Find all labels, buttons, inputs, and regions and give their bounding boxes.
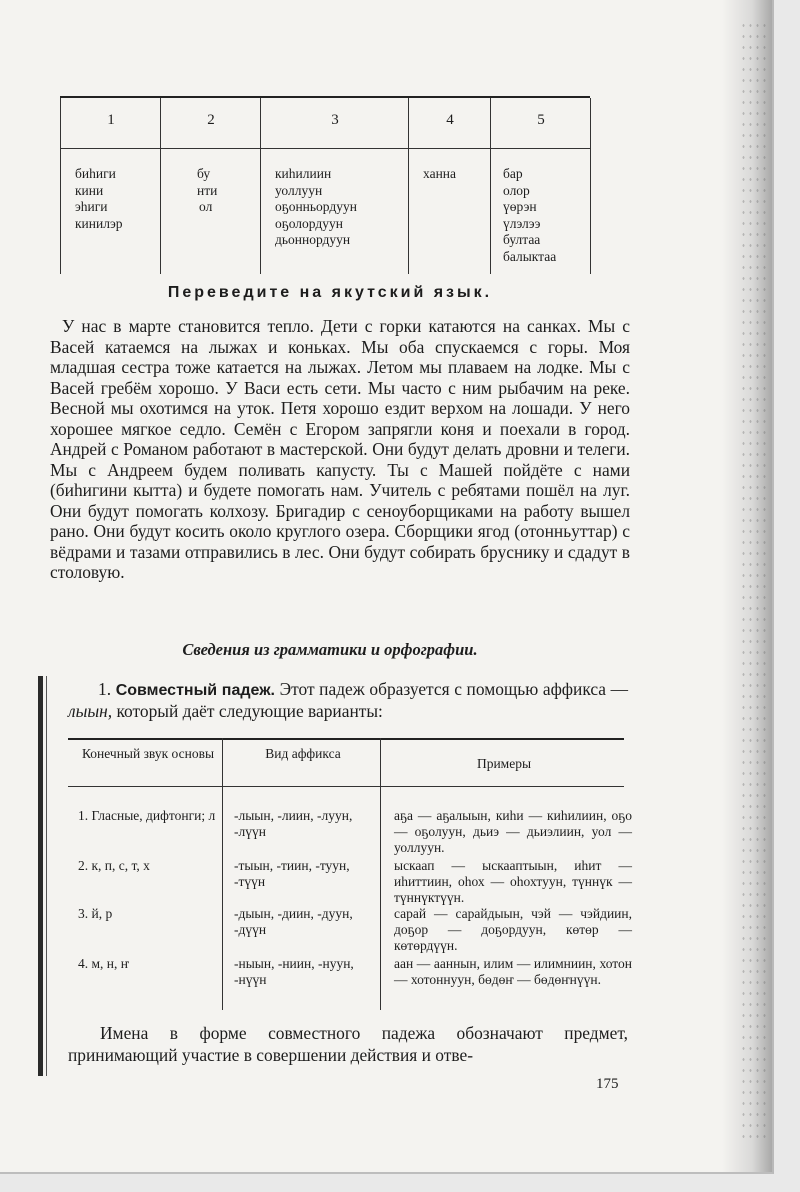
header-examples: Примеры	[476, 756, 532, 771]
table-column-1	[60, 98, 161, 274]
cell-word: оҕонньордуун	[275, 199, 357, 214]
header-affix-type: Вид аффикса	[265, 746, 341, 761]
scan-speckle	[740, 20, 770, 1140]
table-column-divider	[222, 738, 223, 1010]
cell-word: дьоннордуун	[275, 232, 351, 247]
row-affix: -тыын, -тиин, -туун, -түүн	[234, 858, 350, 889]
table-column-3	[260, 98, 409, 274]
grammar-heading: Сведения из грамматики и орфографии.	[182, 640, 478, 659]
column-cells	[75, 166, 123, 232]
cell-word: үлэлээ	[503, 215, 541, 231]
translate-heading: Переведите на якутский язык.	[167, 284, 493, 301]
row-examples: аҕа — аҕалыын, киhи — киhилиин, оҕо — оҕолуун, дьиэ — дьиэлиин, уол — уоллуун.	[394, 808, 632, 855]
rule-text: Этот падеж образуется с помощью аффикса —	[279, 679, 628, 699]
affix-table	[68, 738, 632, 1010]
table-column-2	[160, 98, 261, 274]
row-affix: -дыын, -диин, -дуун, -дүүн	[234, 906, 353, 937]
table-column-4	[408, 98, 491, 274]
cell-word: бултаа	[503, 232, 541, 247]
cell-word: нти	[197, 182, 218, 198]
cell-word: балыктаа	[503, 248, 557, 264]
column-header: 2	[207, 112, 215, 128]
translate-exercise-text: У нас в марте становится тепло. Дети с горки катаются на санках. Мы с Васей катаемся на лыжах и коньках. Мы оба спускаемся с горы. Моя младшая сестра тоже катается на лыжах. Летом мы плаваем на лодке. Мы с Васей гребём хорошо. У Васи есть сети. Мы часто с ним рыбачим на реке. Весной мы охотимся на уток. Петя хорошо ездит верхом на лошади. У него хорошее мягкое седло. Семён с Егором запрягли коня и поехали в город. Андрей с Романом работают в мастерской. Они будут делать дровни и телеги. Мы с Андреем будем поливать капусту. Ты с Машей пойдёте с нами (биhигини кытта) и будете помогать нам. Учитель с ребятами пошёл на луг. Они будут помогать колхозу. Бригадир с сеноуборщиками на работу вышел рано. Они будут косить около круглого озера. Сборщики ягод (отонньуттар) с вёдрами и тазами отправились в лес. Они будут собирать бруснику и сдадут в столовую.	[50, 316, 630, 582]
cell-word: бар	[503, 166, 523, 181]
page-number: 175	[596, 1076, 619, 1092]
table-column-divider	[380, 738, 381, 1010]
column-cells	[423, 166, 456, 183]
row-sound: 2. к, п, с, т, х	[78, 858, 150, 873]
cell-word: ол	[199, 199, 213, 214]
column-header: 4	[446, 112, 454, 128]
column-header: 3	[331, 112, 339, 128]
table-top-rule	[68, 738, 624, 740]
rule-text-end: который даёт следующие варианты:	[116, 701, 383, 721]
table-column-5	[490, 98, 591, 274]
rule-affix: лыын,	[68, 701, 113, 721]
column-cells	[197, 166, 217, 216]
column-cells	[275, 166, 357, 249]
column-header: 5	[537, 112, 545, 128]
margin-marker-line	[46, 676, 47, 1076]
table-right-border	[590, 98, 591, 274]
header-final-sound: Конечный звук основы	[81, 746, 215, 761]
row-affix: -ныын, -ниин, -нуун, -нүүн	[234, 956, 354, 987]
row-examples: сарай — сарайдыын, чэй — чэйдиин, доҕор — доҕордуун, көтөр — көтөрдүүн.	[394, 906, 632, 953]
cell-word: кинилэр	[75, 215, 123, 231]
rule-term: Совместный падеж.	[115, 682, 275, 699]
row-sound: 3. й, р	[78, 906, 113, 921]
rule-number: 1.	[98, 679, 112, 699]
cell-word: биhиги	[75, 166, 116, 181]
cell-word: уоллуун	[275, 182, 323, 198]
column-cells	[503, 166, 556, 265]
cell-word: үөрэн	[503, 199, 537, 214]
cell-word: олор	[503, 182, 530, 198]
margin-marker-bar	[38, 676, 43, 1076]
cell-word: эhиги	[75, 199, 108, 214]
cell-word: киhилиин	[275, 166, 332, 181]
closing-paragraph: Имена в форме совместного падежа обозначают предмет, принимающий участие в совершении действия и отве-	[68, 1023, 628, 1065]
cell-word: кини	[75, 182, 104, 198]
row-sound: 4. м, н, ҥ	[78, 956, 130, 971]
row-sound: 1. Гласные, дифтонги; л	[78, 808, 216, 823]
cell-word: ханна	[423, 166, 457, 181]
row-examples: ыскаап — ыскааптыын, иhит — иhиттиин, оhох — оhохтуун, түннүк — түннүктүүн.	[394, 858, 632, 905]
top-word-table	[60, 96, 590, 274]
cell-word: бу	[197, 166, 211, 181]
grammar-paragraph	[68, 679, 628, 721]
row-examples: аан — ааннын, илим — илимниин, хотон — хотоннуун, бөдөҥ — бөдөҥнүүн.	[394, 956, 632, 987]
cell-word: оҕолордуун	[275, 215, 343, 231]
table-header-rule	[68, 786, 624, 787]
row-affix: -лыын, -лиин, -луун, -лүүн	[234, 808, 353, 839]
column-header: 1	[107, 112, 115, 128]
